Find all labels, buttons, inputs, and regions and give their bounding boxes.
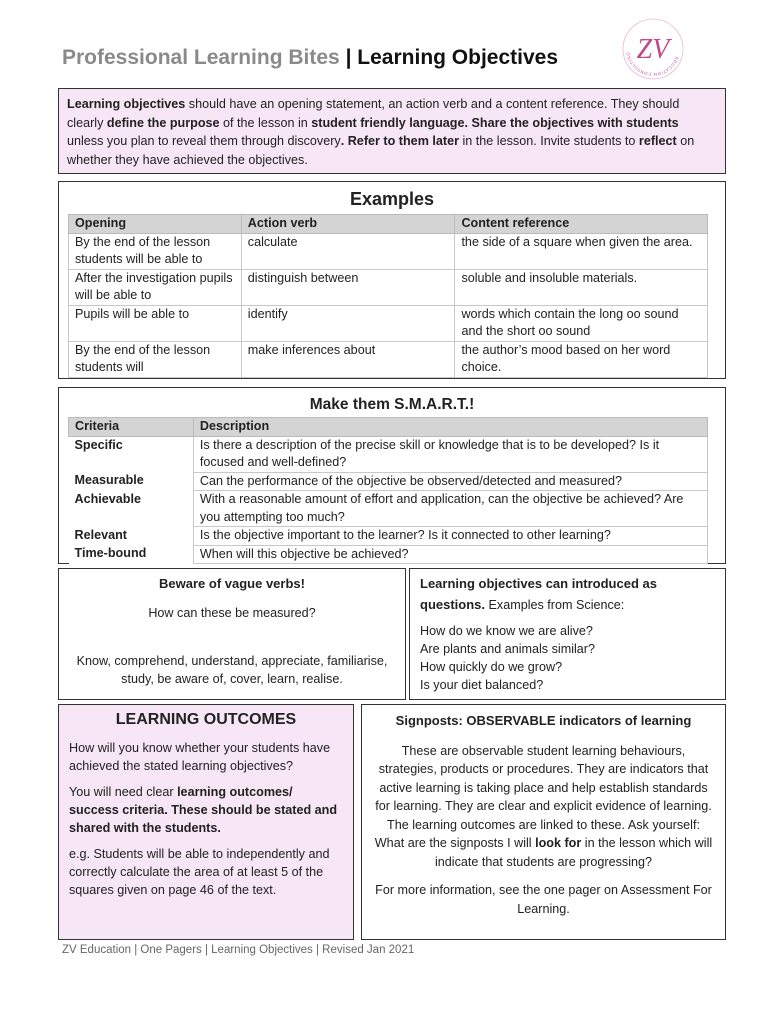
logo-ring-text: EDUCATION CONSULTING bbox=[625, 51, 680, 78]
intro-box bbox=[58, 88, 726, 174]
table-cell: By the end of the lesson students will bbox=[69, 341, 242, 377]
table-row bbox=[69, 436, 708, 472]
zv-logo-icon bbox=[620, 16, 686, 82]
criteria-cell: Specific bbox=[69, 436, 194, 472]
table-cell: words which contain the long oo sound and the short oo sound bbox=[455, 305, 708, 341]
table-header-row bbox=[69, 418, 708, 437]
description-cell: Is the objective important to the learner? Is it connected to other learning? bbox=[193, 527, 707, 546]
title-topic: Learning Objectives bbox=[357, 46, 559, 69]
intro-text: in the lesson. Invite students to bbox=[459, 134, 639, 148]
table-cell: make inferences about bbox=[241, 341, 455, 377]
description-cell: When will this objective be achieved? bbox=[193, 545, 707, 564]
table-row bbox=[69, 233, 708, 269]
criteria-cell: Measurable bbox=[69, 472, 194, 491]
outcomes-paragraph: e.g. Students will be able to independently and correctly calculate the area of at least 5 of the squares given on page 46 of the text. bbox=[69, 847, 330, 897]
intro-text: on whether they have achieved the objectives. bbox=[67, 134, 695, 167]
page-title bbox=[62, 46, 558, 70]
smart-table bbox=[68, 417, 708, 564]
list-item: How quickly do we grow? bbox=[420, 660, 563, 674]
table-row bbox=[69, 472, 708, 491]
intro-text: Learning objectives bbox=[67, 97, 186, 111]
outcomes-text-bold: learning outcomes/ success criteria. These should be stated and shared with the students. bbox=[69, 785, 338, 835]
signposts-text-bold: look for bbox=[535, 836, 582, 850]
intro-text: student friendly language. Share the objectives with students bbox=[311, 115, 679, 130]
table-cell: By the end of the lesson students will be able to bbox=[69, 233, 242, 269]
table-cell: calculate bbox=[241, 233, 455, 269]
description-cell: Can the performance of the objective be observed/detected and measured? bbox=[193, 472, 707, 491]
intro-text: of the lesson in bbox=[219, 115, 312, 130]
smart-title: Make them S.M.A.R.T.! bbox=[309, 396, 475, 413]
column-header: Criteria bbox=[69, 418, 194, 437]
description-cell: With a reasonable amount of effort and application, can the objective be achieved? Are you attempting too much? bbox=[193, 491, 707, 527]
table-cell: the side of a square when given the area. bbox=[455, 233, 708, 269]
outcomes-text: You will need clear bbox=[69, 785, 178, 799]
questions-box bbox=[409, 568, 726, 700]
examples-title: Examples bbox=[349, 189, 435, 209]
learning-outcomes-box bbox=[58, 704, 354, 940]
table-header-row bbox=[69, 215, 708, 234]
list-item: How do we know we are alive? bbox=[420, 624, 593, 638]
table-cell: soluble and insoluble materials. bbox=[455, 269, 708, 305]
criteria-cell: Time-bound bbox=[69, 545, 194, 564]
table-row bbox=[69, 305, 708, 341]
examples-box bbox=[58, 181, 726, 379]
description-cell: Is there a description of the precise skill or knowledge that is to be developed? Is it focused and well-defined? bbox=[193, 436, 707, 472]
vague-verbs-box bbox=[58, 568, 406, 700]
outcomes-paragraph: How will you know whether your students have achieved the stated learning objectives? bbox=[69, 741, 331, 773]
signposts-text: These are observable student learning behaviours, strategies, products or procedures. They are indicators that active learning is taking place and help establish standards for learning. They are clear and explicit evidence of learning. The learning outcomes are linked to these. Ask yourself: What are the signposts I will bbox=[374, 743, 712, 850]
table-row bbox=[69, 545, 708, 564]
criteria-cell: Achievable bbox=[69, 491, 194, 527]
smart-box bbox=[58, 387, 726, 564]
table-cell: the author’s mood based on her word choice. bbox=[455, 341, 708, 377]
signposts-title: Signposts: OBSERVABLE indicators of learning bbox=[395, 713, 692, 728]
signposts-paragraph: For more information, see the one pager on Assessment For Learning. bbox=[375, 883, 712, 916]
logo-monogram: ZV bbox=[636, 34, 670, 65]
title-separator: | bbox=[339, 46, 358, 69]
table-cell: distinguish between bbox=[241, 269, 455, 305]
table-cell: Pupils will be able to bbox=[69, 305, 242, 341]
table-row bbox=[69, 491, 708, 527]
vague-verbs-list: Know, comprehend, understand, appreciate, familiarise, study, be aware of, cover, learn, realise. bbox=[76, 654, 388, 686]
questions-lead-normal: Examples from Science: bbox=[485, 598, 625, 612]
outcomes-paragraph bbox=[69, 783, 343, 837]
page-footer: ZV Education | One Pagers | Learning Objectives | Revised Jan 2021 bbox=[62, 944, 415, 956]
intro-text: unless you plan to reveal them through discovery bbox=[67, 134, 341, 148]
title-series: Professional Learning Bites bbox=[62, 46, 340, 69]
intro-text: . Refer to them later bbox=[340, 134, 459, 148]
table-row bbox=[69, 269, 708, 305]
questions-list bbox=[420, 622, 715, 694]
criteria-cell: Relevant bbox=[69, 527, 194, 546]
questions-lead bbox=[420, 573, 715, 616]
intro-text: define the purpose bbox=[106, 115, 220, 130]
vague-verbs-title: Beware of vague verbs! bbox=[159, 576, 305, 591]
learning-outcomes-title: LEARNING OUTCOMES bbox=[115, 711, 297, 728]
intro-text: reflect bbox=[638, 134, 677, 148]
questions-lead-bold: Learning objectives can introduced as questions. bbox=[420, 576, 657, 612]
examples-table bbox=[68, 214, 708, 378]
vague-verbs-question: How can these be measured? bbox=[148, 606, 316, 620]
column-header: Content reference bbox=[455, 215, 708, 234]
table-cell: After the investigation pupils will be able to bbox=[69, 269, 242, 305]
column-header: Action verb bbox=[241, 215, 455, 234]
signposts-paragraph bbox=[372, 742, 715, 872]
intro-text: should have an opening statement, an action verb and a content reference. They should clearly bbox=[67, 97, 680, 130]
table-row bbox=[69, 527, 708, 546]
table-row bbox=[69, 341, 708, 377]
list-item: Are plants and animals similar? bbox=[420, 642, 595, 656]
signposts-text: in the lesson which will indicate that students are progressing? bbox=[434, 836, 713, 869]
list-item: Is your diet balanced? bbox=[420, 678, 544, 692]
column-header: Opening bbox=[69, 215, 242, 234]
signposts-box bbox=[361, 704, 726, 940]
zv-logo bbox=[620, 16, 686, 82]
table-cell: identify bbox=[241, 305, 455, 341]
column-header: Description bbox=[193, 418, 707, 437]
